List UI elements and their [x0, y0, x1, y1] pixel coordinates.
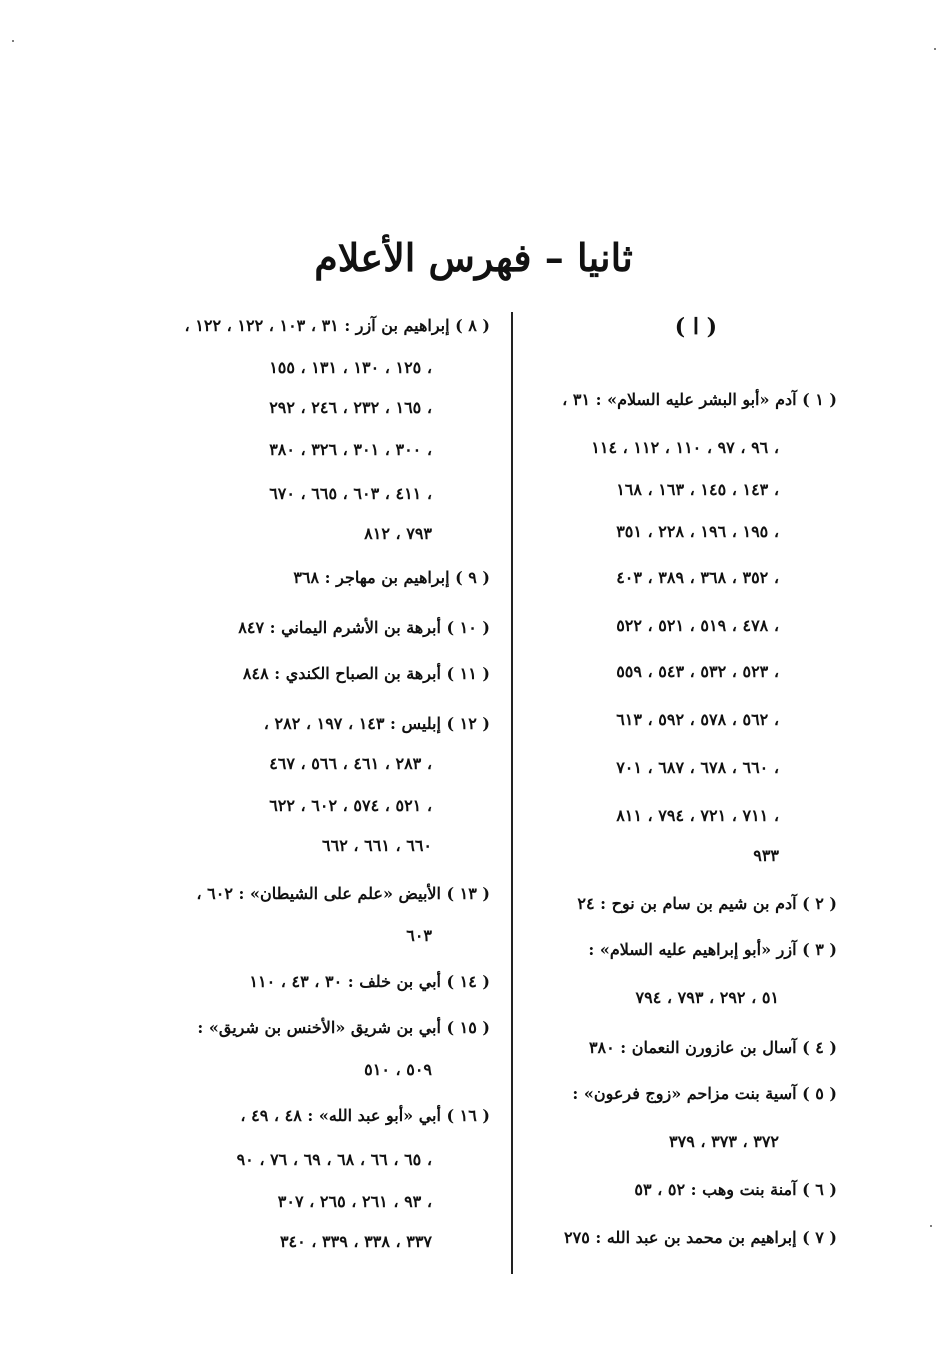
index-entry: ( ٨ ) إبراهيم بن آزر : ٣١ ، ١٠٣ ، ١٢٢ ، ١٢٢ ،: [184, 316, 490, 335]
index-entry-continuation: ٦٦٠ ، ٦٧٨ ، ٦٨٧ ، ٧٠١ ،: [616, 758, 779, 777]
index-entry-continuation: ٧١١ ، ٧٢١ ، ٧٩٤ ، ٨١١ ،: [616, 806, 779, 825]
section-letter: ( ا ): [674, 314, 717, 340]
index-entry-continuation: ٥١ ، ٢٩٢ ، ٧٩٣ ، ٧٩٤: [635, 988, 779, 1007]
index-entry-continuation: ٥٢١ ، ٥٧٤ ، ٦٠٢ ، ٦٢٢ ،: [269, 796, 432, 815]
index-entry: ( ٢ ) آدم بن شيم بن سام بن نوح : ٢٤: [577, 894, 837, 913]
index-entry: ( ٥ ) آسية بنت مزاحم «زوج فرعون» :: [572, 1084, 837, 1103]
index-entry-continuation: ١٦٥ ، ٢٣٢ ، ٢٤٦ ، ٢٩٢ ،: [269, 398, 432, 417]
scan-speck: [12, 40, 14, 42]
index-entry-continuation: ٧٩٣ ، ٨١٢: [364, 524, 432, 543]
index-entry: ( ١٤ ) أبي بن خلف : ٣٠ ، ٤٣ ، ١١٠: [249, 972, 490, 991]
index-entry: ( ١ ) آدم «أبو البشر عليه السلام» : ٣١ ،: [562, 390, 837, 409]
scan-speck: [934, 48, 936, 50]
index-entry-continuation: ٩٣٣: [753, 846, 779, 865]
index-entry-continuation: ٦٠٣: [406, 926, 432, 945]
index-entry-continuation: ٢٨٣ ، ٤٦١ ، ٥٦٦ ، ٤٦٧ ،: [269, 754, 432, 773]
index-entry-continuation: ٥٦٢ ، ٥٧٨ ، ٥٩٢ ، ٦١٣ ،: [616, 710, 779, 729]
page-title: ثانيا – فهرس الأعلام: [314, 235, 633, 281]
index-entry: ( ٣ ) آزر «أبو إبراهيم عليه السلام» :: [588, 940, 837, 959]
index-entry-continuation: ٣٥٢ ، ٣٦٨ ، ٣٨٩ ، ٤٠٣ ،: [616, 568, 779, 587]
index-entry-continuation: ٣٠٠ ، ٣٠١ ، ٣٢٦ ، ٣٨٠ ،: [269, 440, 432, 459]
index-entry: ( ١٦ ) أبي «أبو عبد الله» : ٤٨ ، ٤٩ ،: [240, 1106, 490, 1125]
scan-speck: [930, 1225, 932, 1227]
index-entry-continuation: ١٢٥ ، ١٣٠ ، ١٣١ ، ١٥٥ ،: [269, 358, 432, 377]
index-entry-continuation: ٣٣٧ ، ٣٣٨ ، ٣٣٩ ، ٣٤٠: [279, 1232, 432, 1251]
index-entry-continuation: ٤٧٨ ، ٥١٩ ، ٥٢١ ، ٥٢٢ ،: [616, 616, 779, 635]
index-entry-continuation: ٦٥ ، ٦٦ ، ٦٨ ، ٦٩ ، ٧٦ ، ٩٠ ،: [236, 1150, 432, 1169]
index-entry: ( ١١ ) أبرهة بن الصباح الكندي : ٨٤٨: [242, 664, 490, 683]
index-entry: ( ١٢ ) إبليس : ١٤٣ ، ١٩٧ ، ٢٨٢ ،: [263, 714, 490, 733]
index-entry-continuation: ١٩٥ ، ١٩٦ ، ٢٢٨ ، ٣٥١ ،: [616, 522, 779, 541]
index-entry: ( ٦ ) آمنة بنت وهب : ٥٢ ، ٥٣: [634, 1180, 837, 1199]
index-entry-continuation: ٩٣ ، ٢٦١ ، ٢٦٥ ، ٣٠٧ ،: [277, 1192, 432, 1211]
index-entry: ( ٩ ) إبراهيم بن مهاجر : ٣٦٨: [293, 568, 490, 587]
index-entry-continuation: ٤١١ ، ٦٠٣ ، ٦٦٥ ، ٦٧٠ ،: [269, 484, 432, 503]
index-entry-continuation: ١٤٣ ، ١٤٥ ، ١٦٣ ، ١٦٨ ،: [616, 480, 779, 499]
index-entry: ( ١٣ ) الأبيض «علم على الشيطان» : ٦٠٢ ،: [196, 884, 490, 903]
index-entry-continuation: ٩٦ ، ٩٧ ، ١١٠ ، ١١٢ ، ١١٤ ،: [591, 438, 779, 457]
index-entry: ( ١٥ ) أبي بن شريق «الأخنس بن شريق» :: [197, 1018, 490, 1037]
index-entry-continuation: ٥٢٣ ، ٥٣٢ ، ٥٤٣ ، ٥٥٩ ،: [616, 662, 779, 681]
index-entry: ( ٧ ) إبراهيم بن محمد بن عبد الله : ٢٧٥: [564, 1228, 837, 1247]
column-divider: [511, 312, 513, 1274]
index-entry-continuation: ٦٦٠ ، ٦٦١ ، ٦٦٢: [322, 836, 432, 855]
index-entry: ( ٤ ) آسال بن عازورن النعمان : ٣٨٠: [588, 1038, 837, 1057]
index-entry-continuation: ٣٧٢ ، ٣٧٣ ، ٣٧٩: [669, 1132, 779, 1151]
index-entry: ( ١٠ ) أبرهة بن الأشرم اليماني : ٨٤٧: [238, 618, 490, 637]
index-entry-continuation: ٥٠٩ ، ٥١٠: [364, 1060, 432, 1079]
